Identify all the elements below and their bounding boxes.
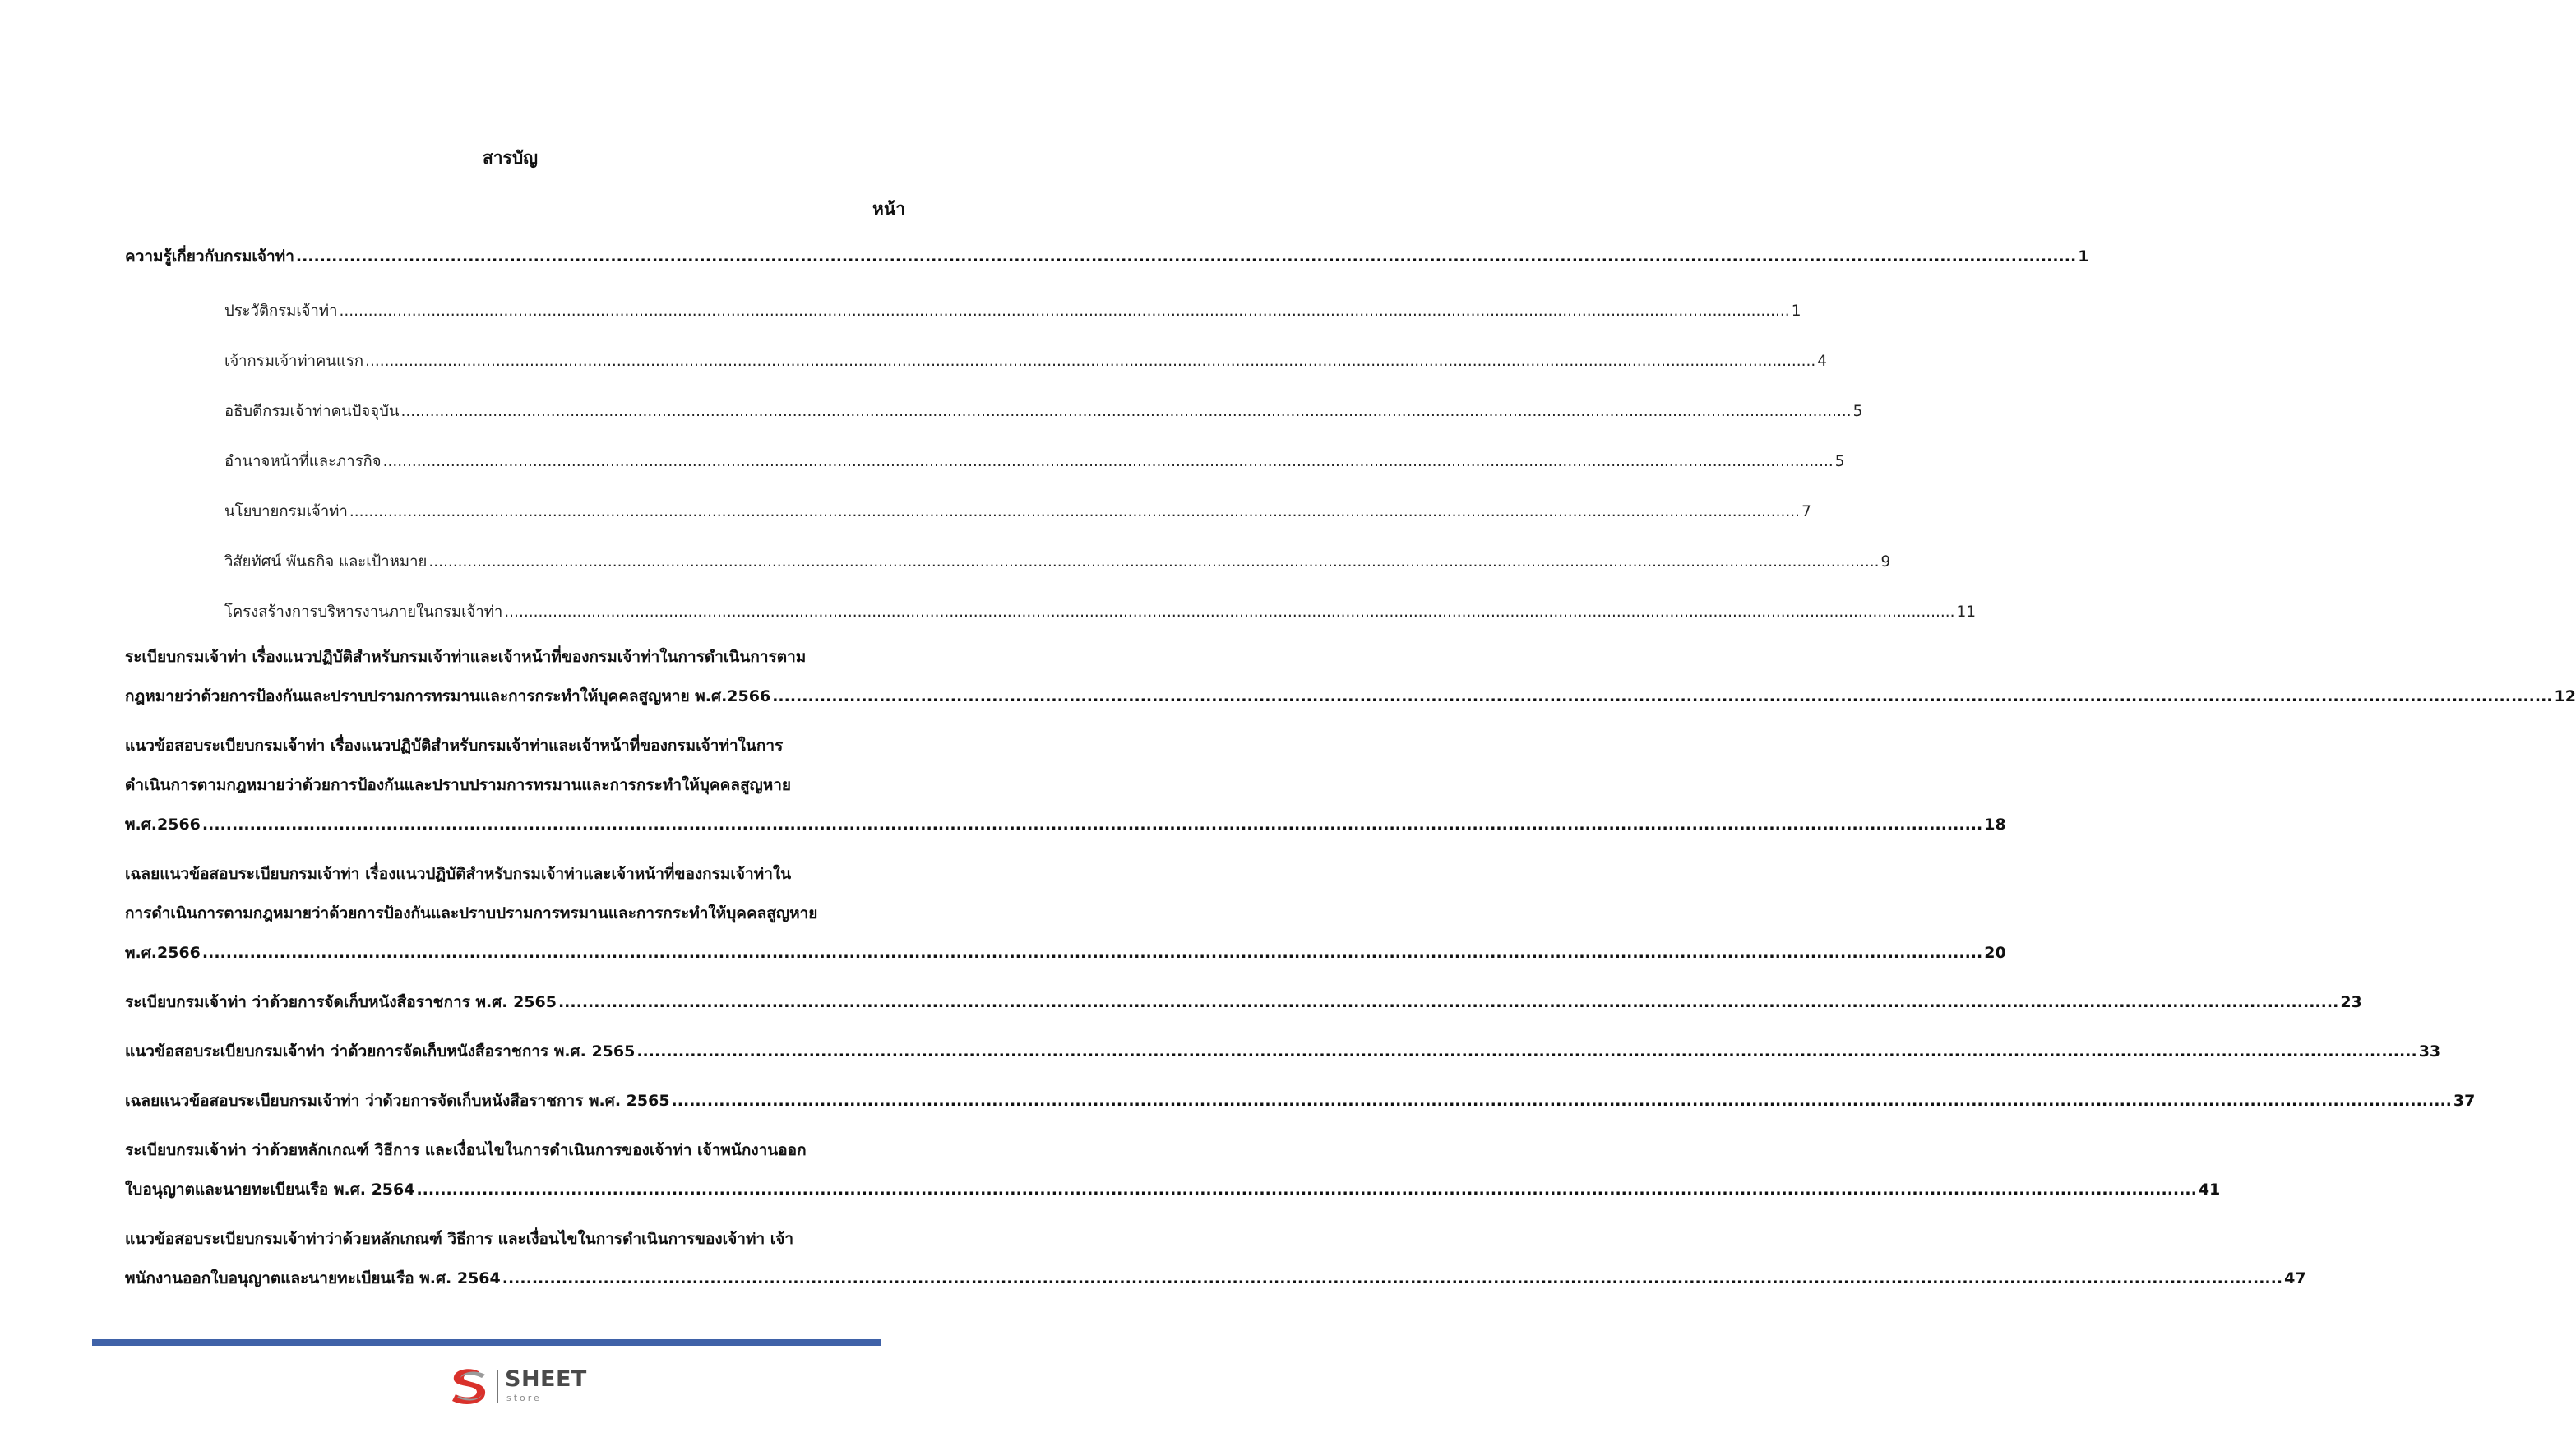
toc-entry-line: ระเบียบกรมเจ้าท่า เรื่องแนวปฏิบัติสำหรับกรมเจ้าท่าและเจ้าหน้าที่ของกรมเจ้าท่าในการดำเนินการตาม [125,648,807,666]
toc-page-number: 1 [1791,303,1801,320]
toc-page-number: 47 [2284,1269,2306,1287]
toc-entry[interactable] [224,386,1863,437]
toc-page-number: 12 [2554,687,2576,705]
toc-entry-line: การดำเนินการตามกฎหมายว่าด้วยการป้องกันและปราบปรามการทรมานและการกระทำให้บุคคลสูญหาย [125,904,818,922]
toc-entry[interactable] [125,1219,2306,1298]
toc-entry-title: พ.ศ.2566 [125,944,201,962]
toc-entry-title: ระเบียบกรมเจ้าท่า ว่าด้วยการจัดเก็บหนังสือราชการ พ.ศ. 2565 [125,993,557,1011]
dot-leader: ............................................................................................................................................................................................................................................................................................................ [772,687,2553,705]
toc-entry-line: แนวข้อสอบระเบียบกรมเจ้าท่าว่าด้วยหลักเกณฑ์ วิธีการ และเงื่อนไขในการดำเนินการของเจ้าท่า เจ้า [125,1230,794,1248]
table-of-contents [125,237,2576,1308]
toc-entry-line: เฉลยแนวข้อสอบระเบียบกรมเจ้าท่า เรื่องแนวปฏิบัติสำหรับกรมเจ้าท่าและเจ้าหน้าที่ของกรมเจ้าท่าใน [125,865,792,883]
toc-entry[interactable] [224,286,1801,336]
page-column-label: หน้า [872,199,905,219]
dot-leader: ............................................................................................................................................................................................................................................................................................................ [557,993,2339,1011]
dot-leader: ............................................................................................................................................................................................................................................................................................................ [339,303,1790,320]
sheet-store-s-icon [444,1365,498,1407]
toc-page-number: 1 [2078,247,2089,266]
toc-entry[interactable] [224,587,1977,637]
toc-entry-title: อธิบดีกรมเจ้าท่าคนปัจจุบัน [224,403,400,420]
dot-leader: ............................................................................................................................................................................................................................................................................................................ [382,453,1834,470]
toc-entry[interactable] [125,637,2576,716]
toc-page-number: 23 [2340,993,2362,1011]
toc-entry-title: ประวัติกรมเจ้าท่า [224,303,338,320]
page-title: สารบัญ [482,148,539,168]
toc-page-number: 33 [2418,1042,2441,1061]
dot-leader: ............................................................................................................................................................................................................................................................................................................ [201,816,1983,834]
logo-text: SHEET [505,1366,587,1392]
dot-leader: ............................................................................................................................................................................................................................................................................................................ [416,1181,2197,1199]
dot-leader: ............................................................................................................................................................................................................................................................................................................ [636,1042,2417,1061]
toc-entry[interactable] [125,237,2089,276]
toc-entry[interactable] [125,1081,2476,1121]
dot-leader: ............................................................................................................................................................................................................................................................................................................ [428,553,1880,571]
toc-entry-title: ความรู้เกี่ยวกับกรมเจ้าท่า [125,247,294,266]
toc-page-number: 5 [1834,453,1845,470]
dot-leader: ............................................................................................................................................................................................................................................................................................................ [400,403,1852,420]
toc-page-number: 18 [1984,816,2006,834]
toc-page-number: 9 [1880,553,1891,571]
toc-entry[interactable] [125,1032,2441,1071]
toc-page-number: 41 [2198,1181,2221,1199]
toc-page-number: 5 [1852,403,1863,420]
toc-entry-line: แนวข้อสอบระเบียบกรมเจ้าท่า เรื่องแนวปฏิบัติสำหรับกรมเจ้าท่าและเจ้าหน้าที่ของกรมเจ้าท่าในการ [125,737,784,755]
toc-entry-title: อำนาจหน้าที่และภารกิจ [224,453,382,470]
toc-entry-title: โครงสร้างการบริหารงานภายในกรมเจ้าท่า [224,603,503,621]
toc-page-number: 4 [1817,353,1828,370]
toc-entry-title: พนักงานออกใบอนุญาตและนายทะเบียนเรือ พ.ศ. 2564 [125,1269,501,1287]
dot-leader: ............................................................................................................................................................................................................................................................................................................ [502,1269,2283,1287]
toc-entry-line: ดำเนินการตามกฎหมายว่าด้วยการป้องกันและปราบปรามการทรมานและการกระทำให้บุคคลสูญหาย [125,776,792,794]
toc-page-number: 20 [1984,944,2006,962]
dot-leader: ............................................................................................................................................................................................................................................................................................................ [349,503,1801,520]
sheet-store-logo [444,1365,592,1407]
toc-entry-title: เฉลยแนวข้อสอบระเบียบกรมเจ้าท่า ว่าด้วยการจัดเก็บหนังสือราชการ พ.ศ. 2565 [125,1092,670,1110]
toc-page-number: 11 [1956,603,1977,621]
toc-entry[interactable] [224,537,1891,587]
toc-entry[interactable] [125,1130,2221,1209]
logo-divider [497,1370,498,1403]
toc-entry[interactable] [224,336,1828,386]
toc-entry-title: เจ้ากรมเจ้าท่าคนแรก [224,353,364,370]
toc-entry[interactable] [125,726,2006,844]
toc-entry-title: พ.ศ.2566 [125,816,201,834]
dot-leader: ............................................................................................................................................................................................................................................................................................................ [295,247,2077,266]
logo-subtext: store [506,1393,542,1403]
dot-leader: ............................................................................................................................................................................................................................................................................................................ [201,944,1983,962]
toc-entry-title: ใบอนุญาตและนายทะเบียนเรือ พ.ศ. 2564 [125,1181,415,1199]
dot-leader: ............................................................................................................................................................................................................................................................................................................ [504,603,1955,621]
toc-page-number: 37 [2453,1092,2476,1110]
toc-entry-title: แนวข้อสอบระเบียบกรมเจ้าท่า ว่าด้วยการจัดเก็บหนังสือราชการ พ.ศ. 2565 [125,1042,636,1061]
toc-entry[interactable] [224,437,1845,487]
toc-entry-title: วิสัยทัศน์ พันธกิจ และเป้าหมาย [224,553,428,571]
toc-entry-title: นโยบายกรมเจ้าท่า [224,503,348,520]
toc-entry[interactable] [125,982,2362,1022]
toc-entry[interactable] [125,854,2006,973]
footer-divider [92,1339,881,1346]
toc-page-number: 7 [1801,503,1811,520]
toc-entry-line: ระเบียบกรมเจ้าท่า ว่าด้วยหลักเกณฑ์ วิธีการ และเงื่อนไขในการดำเนินการของเจ้าท่า เจ้าพนักงานออก [125,1141,807,1159]
dot-leader: ............................................................................................................................................................................................................................................................................................................ [671,1092,2452,1110]
toc-entry-title: กฎหมายว่าด้วยการป้องกันและปราบปรามการทรมานและการกระทำให้บุคคลสูญหาย พ.ศ.2566 [125,687,771,705]
dot-leader: ............................................................................................................................................................................................................................................................................................................ [365,353,1816,370]
toc-entry[interactable] [224,487,1811,537]
